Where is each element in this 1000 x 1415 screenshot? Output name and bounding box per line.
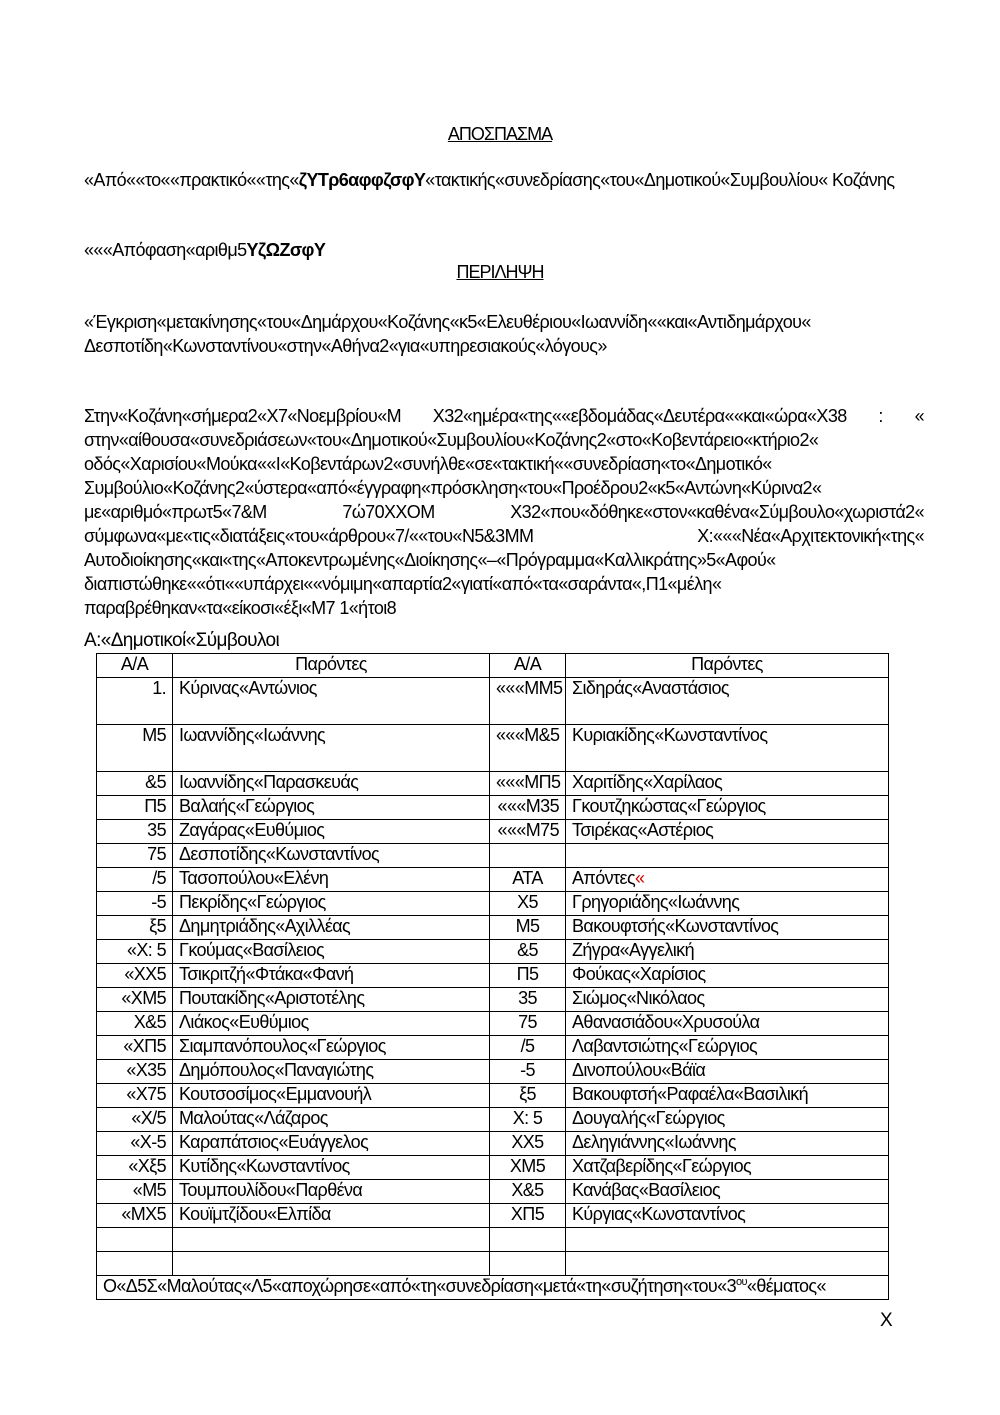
table-row: [97, 1180, 889, 1204]
row-number-left: -5: [97, 892, 173, 916]
member-name-right: Βακουφτσή«Ραφαέλα«Βασιλική: [566, 1084, 889, 1108]
note-superscript: ου: [735, 1276, 747, 1288]
row-number-right: Χ5: [490, 892, 566, 916]
table-row: [97, 796, 889, 820]
header-aa-right: Α/Α: [490, 654, 566, 678]
row-number-right: [490, 844, 566, 868]
members-table: [96, 653, 889, 1300]
member-name-right: Χατζαβερίδης«Γεώργιος: [566, 1156, 889, 1180]
member-name-right: Γρηγοριάδης«Ιωάννης: [566, 892, 889, 916]
table-row: [97, 1036, 889, 1060]
table-row: [97, 964, 889, 988]
table-row: [97, 940, 889, 964]
empty-cell: [490, 1228, 566, 1252]
row-number-left: «Χ/5: [97, 1108, 173, 1132]
table-row: [97, 1012, 889, 1036]
table-row: [97, 820, 889, 844]
row-number-right: «««ΜΜ5: [490, 678, 566, 725]
table-row: [97, 892, 889, 916]
empty-cell: [173, 1228, 490, 1252]
empty-cell: [566, 1252, 889, 1276]
member-name-left: Λιάκος«Ευθύμιος: [173, 1012, 490, 1036]
section-label: Α:«Δημοτικοί«Σύμβουλοι: [84, 630, 280, 651]
decision-number: ΥζΩΖσφΥ: [246, 240, 326, 260]
row-number-left: «ΧΜ5: [97, 988, 173, 1012]
member-name-left: Πουτακίδης«Αριστοτέλης: [173, 988, 490, 1012]
row-number-right: ξ5: [490, 1084, 566, 1108]
member-name-left: Δημόπουλος«Παναγιώτης: [173, 1060, 490, 1084]
member-name-right: Λαβαντσιώτης«Γεώργιος: [566, 1036, 889, 1060]
table-row: [97, 844, 889, 868]
row-number-right: 75: [490, 1012, 566, 1036]
member-name-left: Σιαμπανόπουλος«Γεώργιος: [173, 1036, 490, 1060]
table-row: [97, 1060, 889, 1084]
row-number-left: Χ&5: [97, 1012, 173, 1036]
decision-label: «««Απόφαση«αριθμ5: [84, 240, 247, 260]
table-row: [97, 1204, 889, 1228]
row-number-right: -5: [490, 1060, 566, 1084]
member-name-left: Ζαγάρας«Ευθύμιος: [173, 820, 490, 844]
member-name-right: Κυριακίδης«Κωνσταντίνος: [566, 725, 889, 772]
member-name-right: Βακουφτσής«Κωνσταντίνος: [566, 916, 889, 940]
body-paragraph: Στην«Κοζάνη«σήμερα2«Χ7«Νοεμβρίου«Μ Χ32«ημέρα«της««εβδομάδας«Δευτέρα««και«ώρα«Χ38 : « στην«αίθουσα«συνεδριάσεων«του«Δημοτικού«Συμβουλίου«Κοζάνης2«στο«Κοβεντάρειο«κτήριο2« οδός«Χαρισίου«Μούκα««Ι«Κοβεντάρων2«συνήλθε«σε«τακτική««συνεδρίαση«το«Δημοτικό« Συμβούλιο«Κοζάνης2«ύστερα«από«έγγραφη«πρόσκληση«του«Προέδρου2«κ5«Αντώνη«Κύρινα2« με«αριθμό«πρωτ5«7&Μ 7ώ70ΧΧΟΜ Χ32«που«δόθηκε«στον«καθένα«Σύμβουλο«χωριστά2« σύμφωνα«με«τις«διατάξεις«του«άρθρου«7/««του«Ν5&3ΜΜ Χ:«««Νέα«Αρχιτεκτονική«της« Αυτοδιοίκησης«και«της«Αποκεντρωμένης«Διοίκησης«–«Πρόγραμμα«Καλλικράτης»5«Αφού« διαπιστώθηκε««ότι««υπάρχει««νόμιμη«απαρτία2«γιατί«από«τα«σαράντα«,Π1«μέλη« παραβρέθηκαν«τα«είκοσι«έξι«Μ7 1«ήτοι8: [84, 406, 924, 618]
row-number-right: «««ΜΠ5: [490, 772, 566, 796]
header-aa-left: Α/Α: [97, 654, 173, 678]
member-name-left: Κύρινας«Αντώνιος: [173, 678, 490, 725]
subject-paragraph: «Έγκριση«μετακίνησης«του«Δημάρχου«Κοζάνης«κ5«Ελευθέριου«Ιωαννίδη««και«Αντιδημάρχου« Δεσποτίδη«Κωνσταντίνου«στην«Αθήνα2«για«υπηρεσιακούς«λόγους»: [84, 312, 811, 356]
header-present-right: Παρόντες: [566, 654, 889, 678]
table-row: [97, 1084, 889, 1108]
member-name-left: Κυτίδης«Κωνσταντίνος: [173, 1156, 490, 1180]
row-number-left: «Χξ5: [97, 1156, 173, 1180]
member-name-right: Δινοπούλου«Βάϊα: [566, 1060, 889, 1084]
member-name-right: Δεληγιάννης«Ιωάννης: [566, 1132, 889, 1156]
member-name-right: Γκουτζηκώστας«Γεώργιος: [566, 796, 889, 820]
empty-cell: [173, 1252, 490, 1276]
row-number-right: Χ: 5: [490, 1108, 566, 1132]
header-present-left: Παρόντες: [173, 654, 490, 678]
absent-label: Απόντες: [572, 868, 636, 888]
row-number-right: «««Μ35: [490, 796, 566, 820]
row-number-left: &5: [97, 772, 173, 796]
note-text: Ο«Δ5Σ«Μαλούτας«Λ5«αποχώρησε«από«τη«συνεδρίαση«μετά«τη«συζήτηση«του«3: [103, 1276, 736, 1296]
note-text-end: «θέματος«: [746, 1276, 826, 1296]
member-name-left: Βαλαής«Γεώργιος: [173, 796, 490, 820]
member-name-left: Ιωαννίδης«Παρασκευάς: [173, 772, 490, 796]
absent-header-label: [566, 868, 889, 892]
row-number-left: «Χ75: [97, 1084, 173, 1108]
member-name-left: Τσικριτζή«Φτάκα«Φανή: [173, 964, 490, 988]
member-name-right: Κύργιας«Κωνσταντίνος: [566, 1204, 889, 1228]
row-number-right: «««Μ&5: [490, 725, 566, 772]
row-number-left: «Μ5: [97, 1180, 173, 1204]
member-name-left: Κουϊμτζίδου«Ελπίδα: [173, 1204, 490, 1228]
row-number-left: /5: [97, 868, 173, 892]
table-row: [97, 1156, 889, 1180]
row-number-right: Μ5: [490, 916, 566, 940]
table-header-row: [97, 654, 889, 678]
row-number-left: «ΧΧ5: [97, 964, 173, 988]
member-name-left: Δημητριάδης«Αχιλλέας: [173, 916, 490, 940]
member-name-right: Ζήγρα«Αγγελική: [566, 940, 889, 964]
intro-session-number: ζΥΤρ6αφφζσφΥ: [298, 170, 426, 190]
page-number: Χ: [880, 1310, 893, 1331]
intro-text-after: «τακτικής«συνεδρίασης«του«Δημοτικού«Συμβουλίου« Κοζάνης: [425, 170, 895, 190]
member-name-left: Κουτσοσίμος«Εμμανουήλ: [173, 1084, 490, 1108]
empty-cell: [97, 1252, 173, 1276]
table-row: [97, 1132, 889, 1156]
table-row-empty: [97, 1252, 889, 1276]
row-number-right: ΧΧ5: [490, 1132, 566, 1156]
table-row: [97, 1108, 889, 1132]
row-number-right: «««Μ75: [490, 820, 566, 844]
row-number-left: «Χ: 5: [97, 940, 173, 964]
row-number-left: «Χ-5: [97, 1132, 173, 1156]
intro-text-before: «Από««το««πρακτικό««της«: [84, 170, 299, 190]
member-name-right: Σιδηράς«Αναστάσιος: [566, 678, 889, 725]
row-number-left: «Χ35: [97, 1060, 173, 1084]
row-number-right: Χ&5: [490, 1180, 566, 1204]
table-row: [97, 725, 889, 772]
member-name-left: Τασοπούλου«Ελένη: [173, 868, 490, 892]
table-row: [97, 988, 889, 1012]
table-row-empty: [97, 1228, 889, 1252]
member-name-right: Δουγαλής«Γεώργιος: [566, 1108, 889, 1132]
row-number-right: ΧΜ5: [490, 1156, 566, 1180]
member-name-left: Ιωαννίδης«Ιωάννης: [173, 725, 490, 772]
member-name-right: Φούκας«Χαρίσιος: [566, 964, 889, 988]
member-name-left: Πεκρίδης«Γεώργιος: [173, 892, 490, 916]
member-name-left: Μαλούτας«Λάζαρος: [173, 1108, 490, 1132]
member-name-right: Αθανασιάδου«Χρυσούλα: [566, 1012, 889, 1036]
row-number-left: 75: [97, 844, 173, 868]
row-number-right: /5: [490, 1036, 566, 1060]
table-row: [97, 916, 889, 940]
row-number-left: ξ5: [97, 916, 173, 940]
member-name-right: Κανάβας«Βασίλειος: [566, 1180, 889, 1204]
member-name-right: Τσιρέκας«Αστέριος: [566, 820, 889, 844]
table-note-row: [97, 1276, 889, 1300]
row-number-left: «ΧΠ5: [97, 1036, 173, 1060]
intro-paragraph: [84, 168, 924, 192]
row-number-left: Π5: [97, 796, 173, 820]
member-name-right: Σιώμος«Νικόλαος: [566, 988, 889, 1012]
member-name-left: Γκούμας«Βασίλειος: [173, 940, 490, 964]
member-name-right: [566, 844, 889, 868]
member-name-left: Καραπάτσιος«Ευάγγελος: [173, 1132, 490, 1156]
row-number-right: ΧΠ5: [490, 1204, 566, 1228]
row-number-left: 1.: [97, 678, 173, 725]
decision-line: [84, 238, 924, 262]
subject-title: ΠΕΡΙΛΗΨΗ: [456, 262, 544, 282]
document-title: ΑΠΟΣΠΑΣΜΑ: [447, 124, 553, 144]
table-row: [97, 868, 889, 892]
table-note: [97, 1276, 889, 1300]
empty-cell: [566, 1228, 889, 1252]
row-number-left: Μ5: [97, 725, 173, 772]
member-name-right: Χαριτίδης«Χαρίλαος: [566, 772, 889, 796]
absent-header-number: ΑΤΑ: [490, 868, 566, 892]
row-number-left: «ΜΧ5: [97, 1204, 173, 1228]
empty-cell: [490, 1252, 566, 1276]
table-row: [97, 678, 889, 725]
table-row: [97, 772, 889, 796]
row-number-right: 35: [490, 988, 566, 1012]
member-name-left: Τουμπουλίδου«Παρθένα: [173, 1180, 490, 1204]
row-number-right: Π5: [490, 964, 566, 988]
absent-marker: «: [635, 868, 645, 888]
member-name-left: Δεσποτίδης«Κωνσταντίνος: [173, 844, 490, 868]
empty-cell: [97, 1228, 173, 1252]
row-number-left: 35: [97, 820, 173, 844]
row-number-right: &5: [490, 940, 566, 964]
